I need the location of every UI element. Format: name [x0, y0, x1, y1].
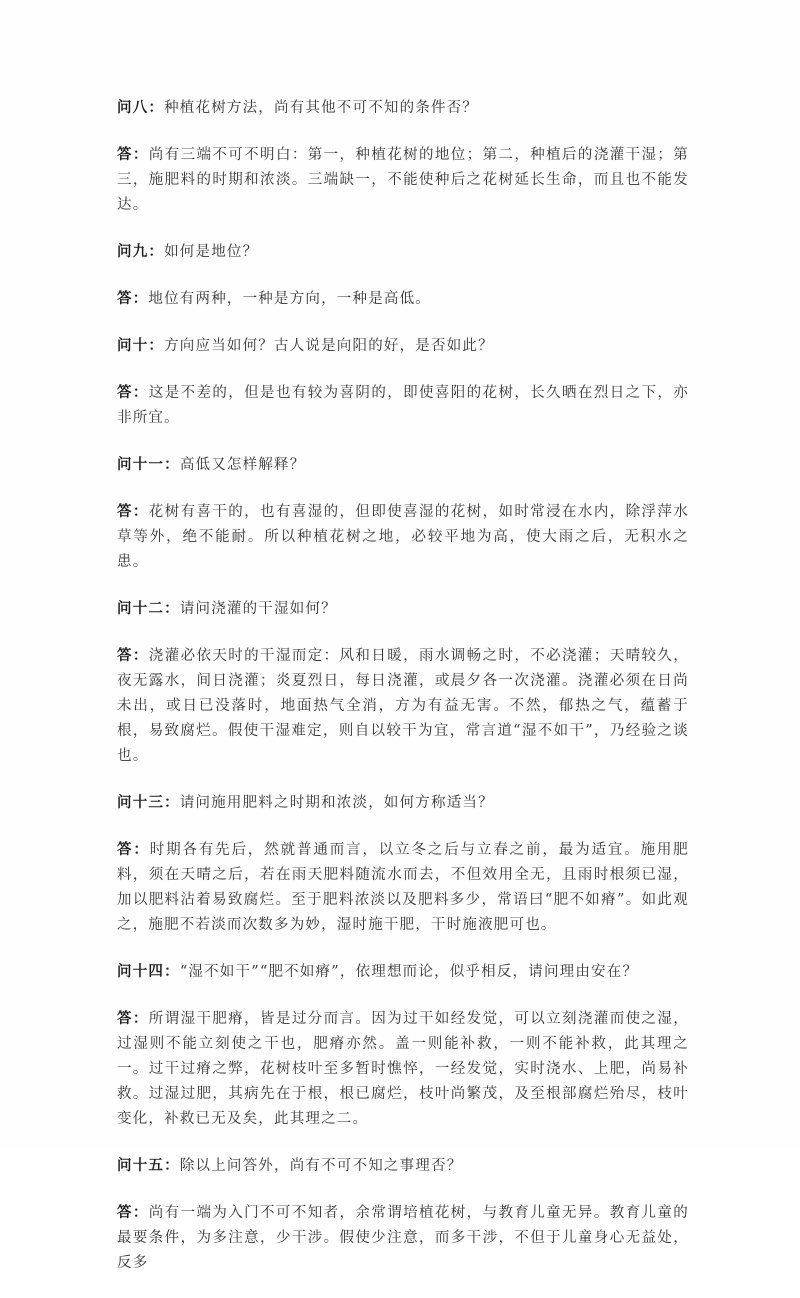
question-14	[117, 960, 689, 985]
answer-label: 答：	[117, 842, 150, 858]
question-label: 问十五：	[117, 1158, 180, 1174]
question-label: 问九：	[117, 244, 165, 260]
question-9	[117, 240, 689, 265]
question-13	[117, 791, 689, 816]
answer-label: 答：	[117, 504, 149, 520]
answer-14	[117, 1007, 689, 1132]
answer-text: 尚有三端不可不明白：第一，种植花树的地位；第二，种植后的浇灌干湿；第三，施肥料的时期和浓淡。三端缺一，不能使种后之花树延长生命，而且也不能发达。	[117, 147, 690, 213]
answer-label: 答：	[117, 1011, 149, 1027]
question-label: 问十一：	[117, 457, 180, 473]
answer-text: 尚有一端为入门不可不知者，余常谓培植花树，与教育儿童无异。教育儿童的最要条件，为多注意，少干涉。假使少注意，而多干涉，不但于儿童身心无益处，反多	[117, 1205, 690, 1271]
answer-text: 地位有两种，一种是方向，一种是高低。	[148, 291, 432, 307]
answer-label: 答：	[117, 147, 149, 163]
question-10	[117, 334, 689, 359]
answer-text: 时期各有先后，然就普通而言，以立冬之后与立春之前，最为适宜。施用肥料，须在天晴之后，若在雨天肥料随流水而去，不但效用全无，且雨时根须已湿，加以肥料沾着易致腐烂。至于肥料浓淡以及肥料多少，常语曰“肥不如瘠”。如此观之，施肥不若淡而次数多为妙，湿时施干肥，干时施液肥可也。	[117, 842, 689, 933]
question-12	[117, 597, 689, 622]
question-11	[117, 453, 689, 478]
answer-13	[117, 838, 689, 938]
answer-text: 浇灌必依天时的干湿而定：风和日暖，雨水调畅之时，不必浇灌；天晴较久，夜无露水，间日浇灌；炎夏烈日，每日浇灌，或晨夕各一次浇灌。浇灌必须在日尚未出，或日已没落时，地面热气全消，方为有益无害。不然，郁热之气，蕴蓄于根，易致腐烂。假使干湿难定，则自以较干为宜，常言道“湿不如干”，乃经验之谈也。	[117, 648, 690, 764]
question-label: 问八：	[117, 100, 165, 116]
answer-8	[117, 143, 689, 218]
question-15	[117, 1154, 689, 1179]
answer-text: 这是不差的，但是也有较为喜阴的，即使喜阳的花树，长久晒在烈日之下，亦非所宜。	[117, 385, 690, 426]
question-text: “湿不如干”“肥不如瘠”，依理想而论，似乎相反，请问理由安在？	[179, 964, 639, 980]
question-text: 如何是地位？	[164, 244, 259, 260]
answer-9	[117, 287, 689, 312]
question-label: 问十：	[117, 338, 165, 354]
answer-label: 答：	[117, 385, 149, 401]
answer-label: 答：	[117, 291, 149, 307]
question-label: 问十三：	[117, 795, 180, 811]
question-text: 请问施用肥料之时期和浓淡，如何方称适当？	[179, 795, 494, 811]
question-text: 高低又怎样解释？	[179, 457, 306, 473]
answer-10	[117, 381, 689, 431]
answer-label: 答：	[117, 1205, 149, 1221]
answer-12	[117, 644, 689, 769]
question-label: 问十二：	[117, 601, 180, 617]
answer-text: 所谓湿干肥瘠，皆是过分而言。因为过干如经发觉，可以立刻浇灌而使之湿，过湿则不能立刻使之干也，肥瘠亦然。盖一则能补救，一则不能补救，此其理之一。过干过瘠之弊，花树枝叶至多暂时憔悴，一经发觉，实时浇水、上肥，尚易补救。过湿过肥，其病先在于根，根已腐烂，枝叶尚繁茂，及至根部腐烂殆尽，枝叶变化，补救已无及矣，此其理之二。	[117, 1011, 690, 1127]
question-text: 方向应当如何？古人说是向阳的好，是否如此？	[164, 338, 494, 354]
answer-label: 答：	[117, 648, 149, 664]
answer-15	[117, 1201, 689, 1276]
question-label: 问十四：	[117, 964, 180, 980]
answer-11	[117, 500, 689, 575]
question-text: 种植花树方法，尚有其他不可不知的条件否？	[164, 100, 479, 116]
question-8	[117, 96, 689, 121]
question-text: 除以上问答外，尚有不可不知之事理否？	[179, 1158, 463, 1174]
answer-text: 花树有喜干的，也有喜湿的，但即使喜湿的花树，如时常浸在水内，除浮萍水草等外，绝不能耐。所以种植花树之地，必较平地为高，使大雨之后，无积水之患。	[117, 504, 690, 570]
qa-text-body	[117, 96, 689, 1298]
question-text: 请问浇灌的干湿如何？	[179, 601, 337, 617]
